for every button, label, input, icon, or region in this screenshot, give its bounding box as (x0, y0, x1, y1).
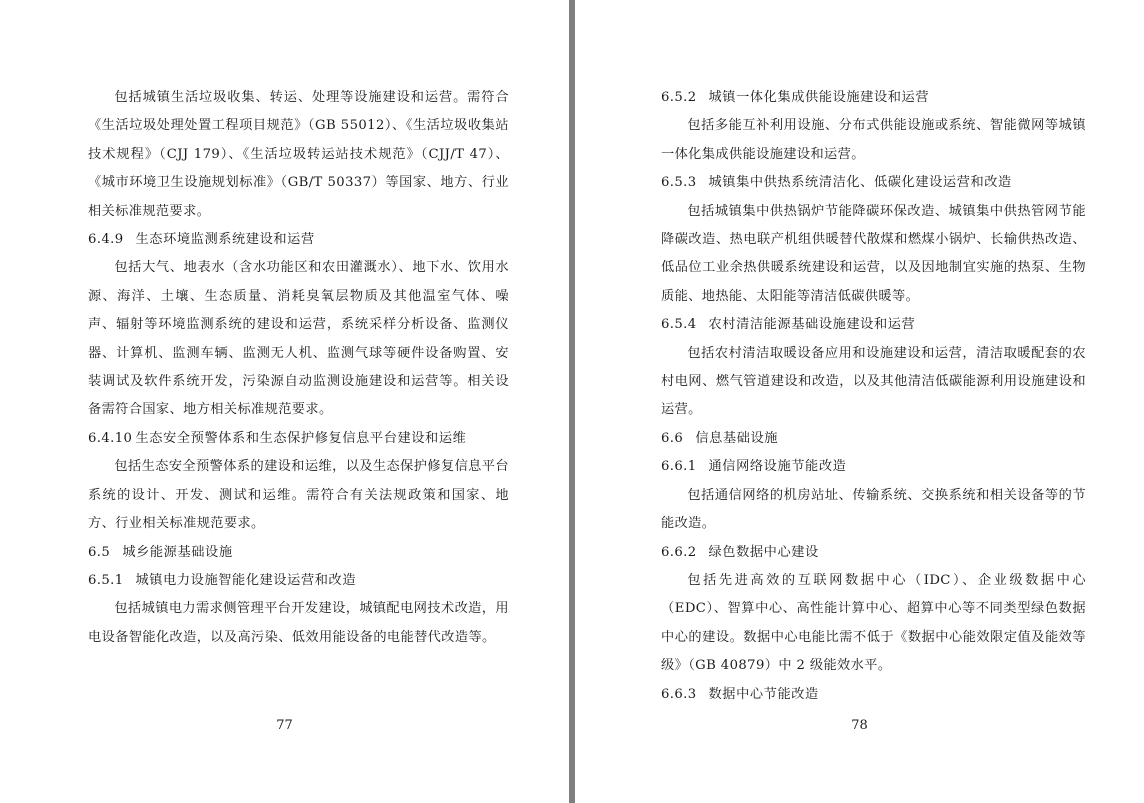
section-heading (661, 169, 1086, 197)
section-number: 6.6 (661, 430, 684, 446)
section-heading (661, 681, 1086, 709)
paragraph: 包括城镇电力需求侧管理平台开发建设，城镇配电网技术改造，用电设备智能化改造，以及高污染、低效用能设备的电能替代改造等。 (88, 601, 509, 645)
section-heading (661, 453, 1086, 481)
section-title: 城乡能源基础设施 (122, 544, 233, 560)
section-title: 城镇电力设施智能化建设运营和改造 (135, 572, 357, 588)
section-heading (661, 84, 1086, 112)
section-number: 6.5 (88, 544, 111, 560)
section-number: 6.6.1 (661, 459, 697, 475)
page-78-content (661, 84, 1086, 743)
section-title: 城镇一体化集成供能设施建设和运营 (708, 90, 930, 105)
section-number: 6.5.3 (661, 175, 697, 191)
section-number: 6.4.9 (88, 232, 124, 248)
paragraph: 包括大气、地表水（含水功能区和农田灌溉水）、地下水、饮用水源、海洋、土壤、生态质量、消耗臭氧层物质及其他温室气体、噪声、辐射等环境监测系统的建设和运营，系统采样分析设备、监测仪器、计算机、监测车辆、监测无人机、监测气球等硬件设备购置、安装调试及软件系统开发，污染源自动监测设施建设和运营等。相关设备需符合国家、地方相关标准规范要求。 (88, 260, 509, 418)
section-heading (88, 567, 509, 595)
page-78 (575, 0, 1144, 803)
section-heading (88, 425, 509, 453)
section-number: 6.6.2 (661, 544, 697, 560)
paragraph: 包括通信网络的机房站址、传输系统、交换系统和相关设备等的节能改造。 (661, 487, 1086, 532)
section-title: 农村清洁能源基础设施建设和运营 (708, 317, 916, 333)
section-title: 信息基础设施 (695, 430, 779, 446)
section-number: 6.6.3 (661, 686, 697, 702)
section-heading (88, 539, 509, 567)
paragraph: 包括城镇集中供热锅炉节能降碳环保改造、城镇集中供热管网节能降碳改造、热电联产机组供暖替代散煤和燃煤小锅炉、长输供热改造、低品位工业余热供暖系统建设和运营，以及因地制宜实施的热泵、生物质能、地热能、太阳能等清洁低碳供暖等。 (661, 203, 1086, 304)
section-number: 6.5.1 (88, 572, 124, 588)
section-number: 6.4.10 (88, 430, 133, 446)
section-title: 生态安全预警体系和生态保护修复信息平台建设和运维 (135, 430, 467, 446)
section-title: 绿色数据中心建设 (708, 544, 819, 560)
section-number: 6.5.2 (661, 90, 697, 105)
paragraph: 包括先进高效的互联网数据中心（IDC）、企业级数据中心（EDC）、智算中心、高性能计算中心、超算中心等不同类型绿色数据中心的建设。数据中心电能比需不低于《数据中心能效限定值及能效等级》（GB 40879）中 2 级能效水平。 (661, 572, 1086, 674)
section-title: 生态环境监测系统建设和运营 (135, 232, 315, 248)
section-title: 城镇集中供热系统清洁化、低碳化建设运营和改造 (708, 175, 1012, 191)
section-heading (661, 539, 1086, 567)
section-heading (661, 425, 1086, 453)
page-number: 78 (851, 718, 868, 733)
paragraph: 包括生态安全预警体系的建设和运维，以及生态保护修复信息平台系统的设计、开发、测试和运维。需符合有关法规政策和国家、地方、行业相关标准规范要求。 (88, 459, 509, 532)
page-77 (0, 0, 569, 803)
page-77-content (88, 84, 509, 743)
page-number: 77 (276, 718, 293, 733)
section-heading (661, 311, 1086, 339)
section-title: 数据中心节能改造 (708, 686, 819, 702)
paragraph: 包括农村清洁取暖设备应用和设施建设和运营，清洁取暖配套的农村电网、燃气管道建设和改造，以及其他清洁低碳能源利用设施建设和运营。 (661, 345, 1086, 418)
section-title: 通信网络设施节能改造 (708, 459, 847, 475)
paragraph: 包括城镇生活垃圾收集、转运、处理等设施建设和运营。需符合《生活垃圾处理处置工程项目规范》（GB 55012）、《生活垃圾收集站技术规程》（CJJ 179）、《生活垃圾转运站技术规范》（CJJ/T 47）、《城市环境卫生设施规划标准》（GB/T 50337）等国家、地方、行业相关标准规范要求。 (88, 90, 509, 219)
section-heading (88, 226, 509, 254)
paragraph: 包括多能互补利用设施、分布式供能设施或系统、智能微网等城镇一体化集成供能设施建设和运营。 (661, 118, 1086, 162)
section-number: 6.5.4 (661, 317, 697, 333)
